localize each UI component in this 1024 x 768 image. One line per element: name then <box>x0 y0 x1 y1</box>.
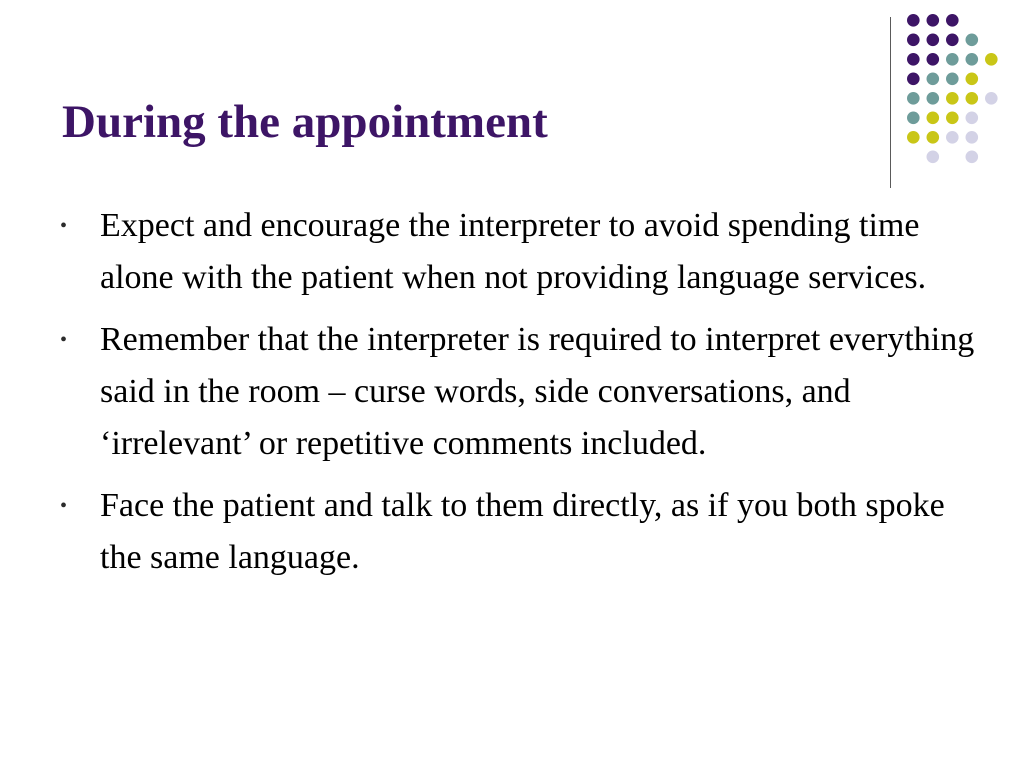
decorative-dot <box>927 151 940 164</box>
slide-title: During the appointment <box>62 96 548 148</box>
decorative-dot <box>966 53 979 66</box>
bullet-item <box>60 314 980 470</box>
decorative-dot <box>985 92 998 105</box>
decorative-dot <box>946 14 959 27</box>
decorative-dot <box>966 73 979 86</box>
decorative-dot <box>946 112 959 125</box>
decorative-dot <box>907 34 920 47</box>
decorative-dot <box>927 131 940 144</box>
decorative-dot <box>907 53 920 66</box>
bullet-icon: • <box>60 495 68 517</box>
decorative-dot <box>946 53 959 66</box>
decorative-dot <box>966 92 979 105</box>
bullet-item <box>60 200 980 304</box>
bullet-text: Remember that the interpreter is required to interpret everything said in the room – curse words, side conversations, and ‘irrelevant’ or repetitive comments included. <box>100 321 975 462</box>
title-divider-line <box>890 17 891 188</box>
decorative-dot <box>927 92 940 105</box>
decorative-dot <box>966 34 979 47</box>
decorative-dot <box>907 92 920 105</box>
bullet-icon: • <box>60 215 68 237</box>
decorative-dot <box>907 73 920 86</box>
decorative-dot <box>927 73 940 86</box>
bullet-list <box>60 200 980 594</box>
bullet-icon: • <box>60 329 68 351</box>
decorative-dot <box>985 53 998 66</box>
decorative-dot <box>927 53 940 66</box>
decorative-dot <box>927 14 940 27</box>
decorative-dot <box>927 34 940 47</box>
decorative-dot <box>966 131 979 144</box>
decorative-dot <box>927 112 940 125</box>
bullet-item <box>60 480 980 584</box>
bullet-text: Expect and encourage the interpreter to avoid spending time alone with the patient when not providing language services. <box>100 207 927 296</box>
decorative-dot <box>907 131 920 144</box>
decorative-dot-grid <box>903 10 1015 170</box>
decorative-dot <box>946 131 959 144</box>
decorative-dot <box>966 112 979 125</box>
decorative-dot <box>946 92 959 105</box>
decorative-dot <box>966 151 979 164</box>
bullet-text: Face the patient and talk to them directly, as if you both spoke the same language. <box>100 487 945 576</box>
decorative-dot <box>946 34 959 47</box>
decorative-dot <box>907 112 920 125</box>
decorative-dot <box>946 73 959 86</box>
decorative-dot <box>907 14 920 27</box>
